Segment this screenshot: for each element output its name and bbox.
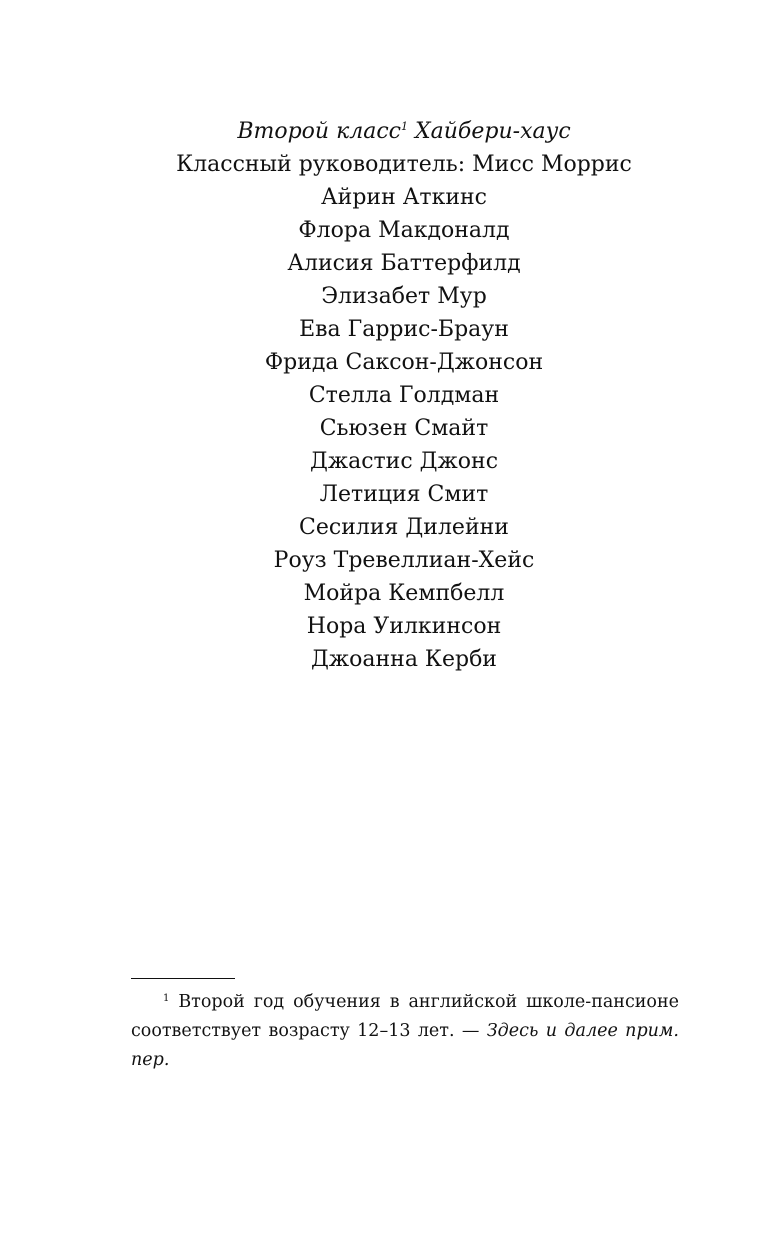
footnote (131, 988, 679, 1075)
footnote-reference: 1 (400, 120, 408, 133)
student-name: Летиция Смит (319, 482, 489, 507)
student-name: Нора Уилкинсон (306, 614, 502, 639)
student-name: Элизабет Мур (321, 284, 487, 309)
student-name: Сесилия Дилейни (299, 515, 509, 540)
student-name: Флора Макдоналд (298, 218, 510, 243)
roster-title (0, 115, 768, 148)
student-name: Айрин Аткинс (321, 185, 487, 210)
student-name: Мойра Кемпбелл (303, 581, 505, 606)
student-name: Алисия Баттерфилд (287, 251, 521, 276)
footnote-divider (131, 978, 235, 979)
footnote-text: Второй год обучения в английской школе-пансионе соответствует возрасту 12–13 лет. — (131, 992, 679, 1041)
footnote-mark: 1 (163, 993, 170, 1004)
teacher-line: Классный руководитель: Мисс Моррис (176, 152, 632, 177)
student-name: Джоанна Керби (311, 647, 497, 672)
student-roster (0, 115, 768, 676)
student-name: Роуз Тревеллиан-Хейс (273, 548, 535, 573)
student-name: Ева Гаррис-Браун (299, 317, 509, 342)
student-name: Джастис Джонс (309, 449, 499, 474)
student-name: Сьюзен Смайт (319, 416, 489, 441)
house-name: Хайбери-хаус (414, 119, 571, 144)
class-name: Второй класс (237, 119, 401, 144)
student-name: Фрида Саксон-Джонсон (264, 350, 544, 375)
footnote-attribution: Здесь и далее прим. пер. (131, 1021, 679, 1070)
student-list (0, 181, 768, 676)
student-name: Стелла Голдман (308, 383, 500, 408)
